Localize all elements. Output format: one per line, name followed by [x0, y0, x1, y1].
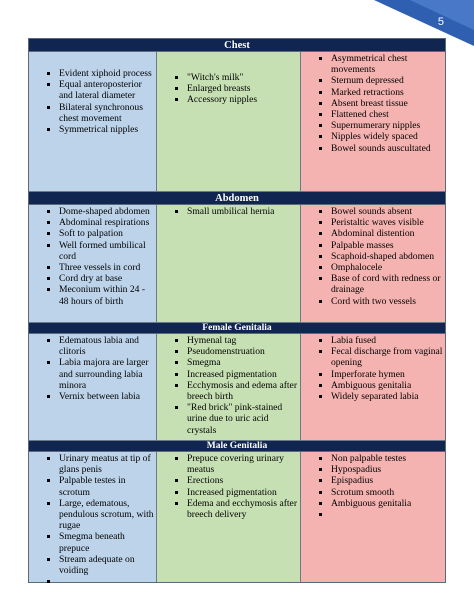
list-item: Edematous labia and clitoris — [59, 335, 154, 357]
list-item: Labia fused — [331, 335, 443, 346]
abdomen-variations-cell — [157, 205, 301, 323]
list-item: Stream adequate on voiding — [59, 554, 154, 576]
list-item: Abdominal respirations — [59, 217, 154, 228]
abdomen-normal-cell — [29, 205, 157, 323]
chest-variations-cell — [157, 52, 301, 192]
list-item: Evident xiphoid process — [59, 68, 154, 79]
list-item: Three vessels in cord — [59, 262, 154, 273]
list-item: Epispadius — [331, 475, 443, 486]
list-item: Bilateral synchronous chest movement — [59, 102, 154, 124]
female-variations-cell — [157, 334, 301, 441]
section-header-female-genitalia: Female Genitalia — [29, 323, 445, 334]
list-item: Symmetrical nipples — [59, 124, 154, 135]
abdomen-abnormal-list — [317, 206, 443, 307]
page-number: 5 — [437, 16, 444, 28]
list-item: Hypospadius — [331, 464, 443, 475]
list-item: Flattened chest — [331, 109, 443, 120]
list-item: Imperforate hymen — [331, 369, 443, 380]
list-item: Sternum depressed — [331, 75, 443, 86]
list-item: Scaphoid-shaped abdomen — [331, 251, 443, 262]
list-item: "Red brick" pink-stained urine due to uric acid crystals — [187, 402, 298, 436]
male-variations-cell — [157, 452, 301, 582]
list-item: Nipples widely spaced — [331, 131, 443, 142]
chest-abnormal-cell — [301, 52, 445, 192]
list-item: Enlarged breasts — [187, 83, 298, 94]
chest-abnormal-list — [317, 53, 443, 154]
list-item: Edema and ecchymosis after breech delivery — [187, 497, 298, 521]
list-item: Omphalocele — [331, 262, 443, 273]
female-abnormal-cell — [301, 334, 445, 441]
list-item: Smegma — [187, 357, 298, 368]
list-item: Small umbilical hernia — [187, 206, 298, 217]
list-item: Cord with two vessels — [331, 296, 443, 307]
list-item: Palpable masses — [331, 240, 443, 251]
list-item: Widely separated labia — [331, 391, 443, 402]
list-item: Hymenal tag — [187, 335, 298, 346]
list-item: Marked retractions — [331, 87, 443, 98]
chest-variations-list — [173, 72, 298, 106]
abdomen-variations-list — [173, 206, 298, 217]
list-item: "Witch's milk" — [187, 72, 298, 83]
list-item: Erections — [187, 475, 298, 486]
male-abnormal-list — [317, 453, 443, 520]
section-header-male-genitalia: Male Genitalia — [29, 441, 445, 452]
list-item: Pseudomenstruation — [187, 346, 298, 357]
list-item: Vernix between labia — [59, 391, 154, 402]
female-normal-list — [45, 335, 154, 402]
list-item: Labia majora are larger and surrounding labia minora — [59, 357, 154, 391]
list-item — [331, 509, 443, 520]
male-abnormal-cell — [301, 452, 445, 582]
list-item: Soft to palpation — [59, 228, 154, 239]
abdomen-abnormal-cell — [301, 205, 445, 323]
female-normal-cell — [29, 334, 157, 441]
list-item: Dome-shaped abdomen — [59, 206, 154, 217]
female-abnormal-list — [317, 335, 443, 402]
list-item: Increased pigmentation — [187, 369, 298, 380]
list-item: Meconium within 24 - 48 hours of birth — [59, 284, 154, 306]
female-variations-list — [173, 335, 298, 436]
chest-normal-list — [45, 68, 154, 135]
list-item: Supernumerary nipples — [331, 120, 443, 131]
list-item: Cord dry at base — [59, 273, 154, 284]
list-item — [59, 576, 154, 587]
list-item: Ambiguous genitalia — [331, 498, 443, 509]
list-item: Smegma beneath prepuce — [59, 531, 154, 553]
list-item: Scrotum smooth — [331, 487, 443, 498]
male-variations-list — [173, 453, 298, 520]
list-item: Base of cord with redness or drainage — [331, 273, 443, 295]
list-item: Non palpable testes — [331, 453, 443, 464]
list-item: Absent breast tissue — [331, 98, 443, 109]
list-item: Abdominal distention — [331, 228, 443, 239]
list-item: Large, edematous, pendulous scrotum, with rugae — [59, 497, 154, 532]
list-item: Urinary meatus at tip of glans penis — [59, 453, 154, 475]
list-item: Accessory nipples — [187, 94, 298, 105]
list-item: Asymmetrical chest movements — [331, 53, 443, 75]
list-item: Equal anteroposterior and lateral diameter — [59, 79, 154, 101]
chest-normal-cell — [29, 52, 157, 192]
list-item: Peristaltic waves visible — [331, 217, 443, 228]
male-normal-list — [45, 453, 154, 587]
list-item: Ambiguous genitalia — [331, 380, 443, 391]
list-item: Palpable testes in scrotum — [59, 475, 154, 497]
list-item: Bowel sounds auscultated — [331, 143, 443, 154]
abdomen-normal-list — [45, 206, 154, 307]
section-header-abdomen: Abdomen — [29, 192, 445, 205]
list-item: Fecal discharge from vaginal opening — [331, 346, 443, 369]
section-header-chest: Chest — [29, 39, 445, 52]
list-item: Well formed umbilical cord — [59, 240, 154, 262]
male-normal-cell — [29, 452, 157, 582]
list-item: Ecchymosis and edema after breech birth — [187, 379, 298, 403]
list-item: Increased pigmentation — [187, 487, 298, 498]
list-item: Prepuce covering urinary meatus — [187, 453, 298, 475]
assessment-table — [28, 38, 446, 583]
list-item: Bowel sounds absent — [331, 206, 443, 217]
